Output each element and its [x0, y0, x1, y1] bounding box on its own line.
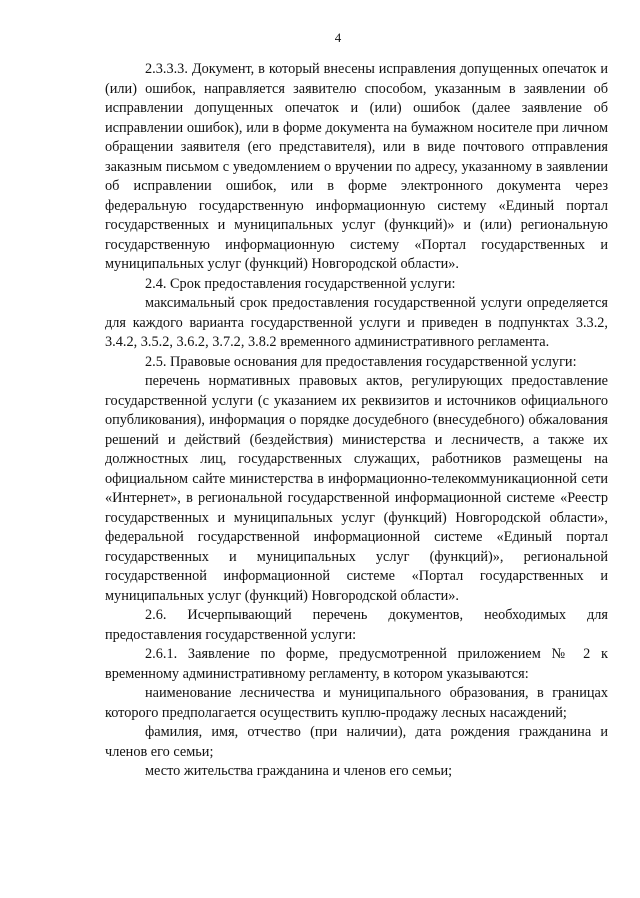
document-body — [105, 60, 608, 782]
paragraph-max-term: максимальный срок предоставления государственной услуги определяется для каждого варианта государственной услуги и приведен в подпунктах 3.3.2, 3.4.2, 3.5.2, 3.6.2, 3.7.2, 3.8.2 временного административного регламента. — [105, 295, 608, 350]
paragraph-residence: место жительства гражданина и членов его семьи; — [145, 763, 453, 779]
page-number: 4 — [334, 30, 342, 45]
paragraph-full-name: фамилия, имя, отчество (при наличии), дата рождения гражданина и членов его семьи; — [105, 724, 608, 760]
paragraph-2-6-1: 2.6.1. Заявление по форме, предусмотренной приложением № 2 к временному административному регламенту, в котором указываются: — [105, 646, 608, 682]
paragraph-legal-acts: перечень нормативных правовых актов, регулирующих предоставление государственной услуги (с указанием их реквизитов и источников официального опубликования), информация о порядке досудебного (внесудебного) обжалования решений и действий (бездействия) министерства и лесничеств, а также их должностных лиц, государственных служащих, работников размещены на официальном сайте министерства в информационно-телекоммуникационной сети «Интернет», в региональной государственной информационной системе «Реестр государственных и муниципальных услуг (функций) Новгородской области», федеральной государственной информационной системе «Единый портал государственных и муниципальных услуг (функций)», региональной государственной информационной системе «Портал государственных и муниципальных услуг (функций) Новгородской области». — [105, 373, 608, 604]
paragraph-2-5-heading: 2.5. Правовые основания для предоставления государственной услуги: — [145, 353, 577, 370]
paragraph-forestry-name: наименование лесничества и муниципального образования, в границах которого предполагается осуществить куплю-продажу лесных насаждений; — [105, 685, 608, 721]
paragraph-2-6-heading: 2.6. Исчерпывающий перечень документов, необходимых для предоставления государственной услуги: — [105, 607, 608, 643]
paragraph-2-4-heading: 2.4. Срок предоставления государственной услуги: — [145, 275, 456, 292]
paragraph-2-3-3-3: 2.3.3.3. Документ, в который внесены исправления допущенных опечаток и (или) ошибок, направляется заявителю способом, указанным в заявлении об исправлении допущенных опечаток и (или) ошибок (далее заявление об исправлении ошибок), или в форме документа на бумажном носителе при личном обращении заявителя (его представителя), или в виде почтового отправления заказным письмом с уведомлением о вручении по адресу, указанному в заявлении об исправлении ошибок, или в форме электронного документа через федеральную государственную информационную систему «Единый портал государственных и муниципальных услуг (функций)» и (или) региональную государственную информационную систему «Портал государственных и муниципальных услуг (функций) Новгородской области». — [105, 61, 608, 272]
